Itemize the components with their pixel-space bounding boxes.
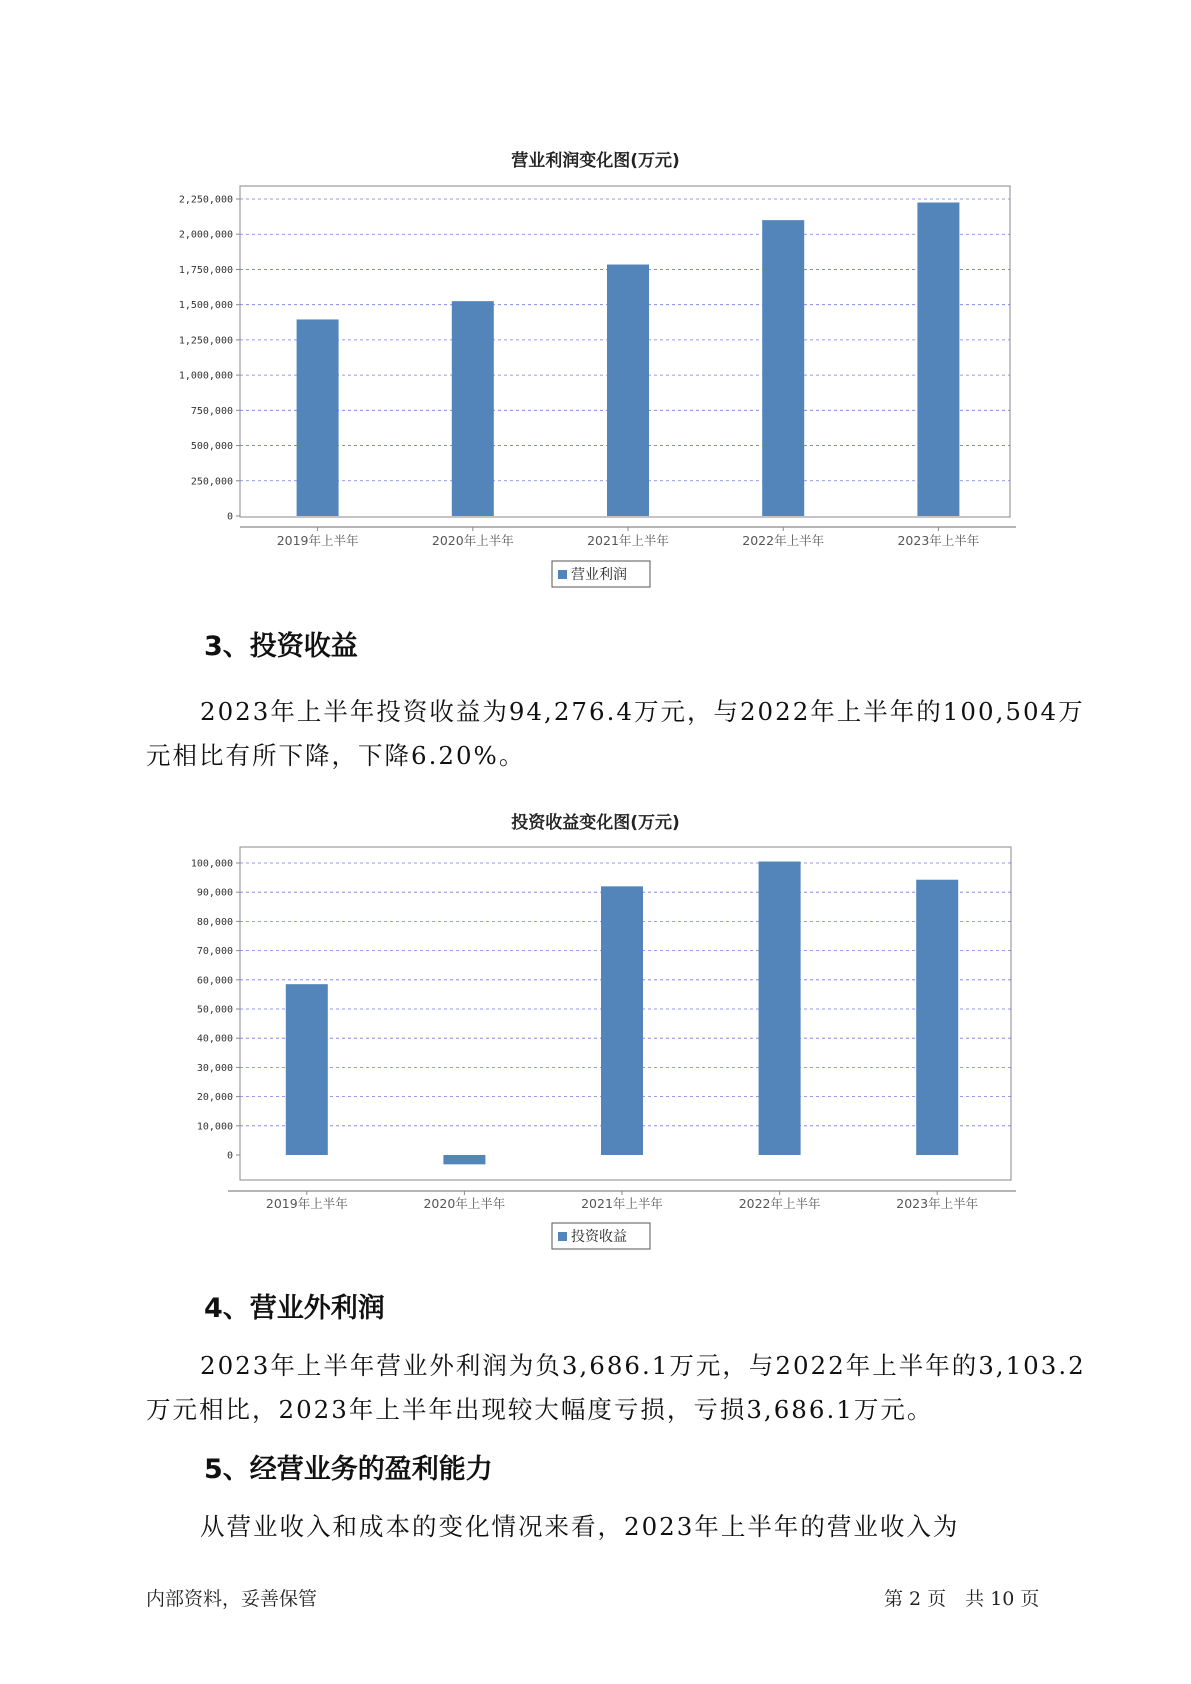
section4-heading: 4、营业外利润 — [204, 1293, 385, 1324]
section5-heading: 5、经营业务的盈利能力 — [204, 1454, 493, 1485]
y-tick-label: 750,000 — [190, 405, 233, 417]
section4-para-line1: 2023年上半年营业外利润为负3,686.1万元，与2022年上半年的3,103.2 — [200, 1351, 1086, 1380]
x-tick-label: 2020年上半年 — [423, 1196, 506, 1211]
y-tick-label: 1,000,000 — [178, 370, 233, 382]
y-tick-label: 0 — [226, 1150, 233, 1162]
y-tick-label: 1,750,000 — [178, 264, 233, 276]
bar — [286, 984, 328, 1155]
legend-label: 投资收益 — [571, 1229, 627, 1245]
section5-paragraph — [146, 1505, 1076, 1549]
x-tick-label: 2019年上半年 — [265, 1196, 348, 1211]
bar — [443, 1155, 485, 1164]
x-tick-label: 2019年上半年 — [276, 533, 359, 548]
y-tick-label: 70,000 — [196, 946, 233, 958]
x-tick-label: 2020年上半年 — [431, 533, 514, 548]
y-tick-label: 2,000,000 — [178, 229, 233, 241]
footer-confidential-note: 内部资料，妥善保管 — [146, 1588, 318, 1610]
x-tick-label: 2023年上半年 — [896, 1196, 979, 1211]
y-tick-label: 500,000 — [190, 441, 233, 453]
x-tick-label: 2023年上半年 — [897, 533, 980, 548]
y-tick-label: 10,000 — [196, 1121, 233, 1133]
y-tick-label: 1,500,000 — [178, 300, 233, 312]
bar — [601, 886, 643, 1155]
section3-heading: 3、投资收益 — [204, 631, 358, 662]
y-tick-label: 100,000 — [190, 858, 233, 870]
section3-para-line1: 2023年上半年投资收益为94,276.4万元，与2022年上半年的100,504万 — [200, 697, 1085, 726]
bar — [759, 862, 801, 1155]
legend-swatch — [558, 1232, 567, 1241]
y-tick-label: 80,000 — [196, 916, 233, 928]
footer-page-number: 第 2 页 共 10 页 — [884, 1588, 1040, 1610]
y-tick-label: 1,250,000 — [178, 335, 233, 347]
y-tick-label: 250,000 — [190, 476, 233, 488]
x-tick-label: 2022年上半年 — [742, 533, 825, 548]
x-tick-label: 2022年上半年 — [738, 1196, 821, 1211]
y-tick-label: 20,000 — [196, 1092, 233, 1104]
x-tick-label: 2021年上半年 — [587, 533, 669, 548]
bar — [916, 880, 958, 1155]
x-tick-label: 2021年上半年 — [581, 1196, 663, 1211]
section3-para-line2: 元相比有所下降，下降6.20%。 — [146, 741, 526, 770]
legend-label: 营业利润 — [571, 567, 627, 583]
y-tick-label: 60,000 — [196, 975, 233, 987]
y-tick-label: 50,000 — [196, 1004, 233, 1016]
section4-para-line2: 万元相比，2023年上半年出现较大幅度亏损，亏损3,686.1万元。 — [146, 1395, 934, 1424]
y-tick-label: 30,000 — [196, 1062, 233, 1074]
section5-para-line1: 从营业收入和成本的变化情况来看，2023年上半年的营业收入为 — [200, 1512, 960, 1541]
section4-paragraph — [146, 1344, 1086, 1432]
chart2-title: 投资收益变化图(万元) — [511, 813, 680, 833]
y-tick-label: 40,000 — [196, 1033, 233, 1045]
y-tick-label: 90,000 — [196, 887, 233, 899]
y-tick-label: 2,250,000 — [178, 194, 233, 206]
chart1-title: 营业利润变化图(万元) — [511, 151, 680, 171]
y-tick-label: 0 — [226, 511, 233, 523]
